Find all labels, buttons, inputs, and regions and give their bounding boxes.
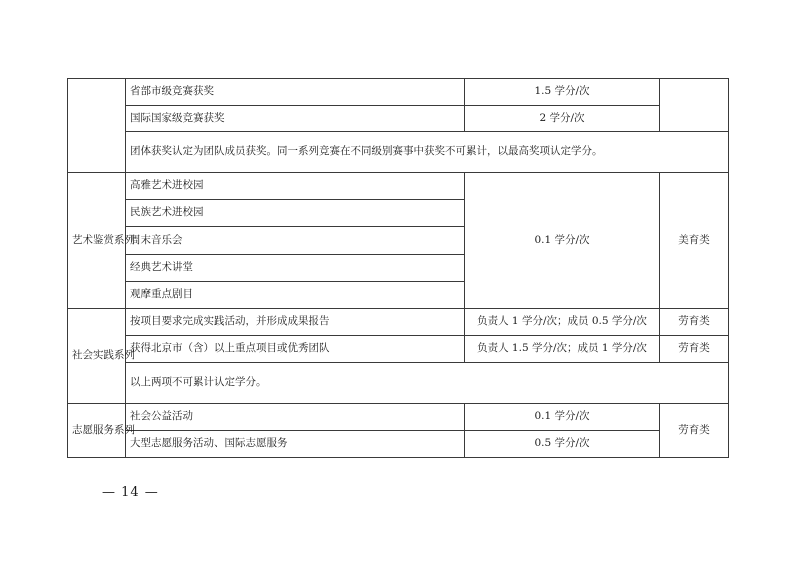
item-cell: 国际国家级竞赛获奖 [126, 106, 465, 132]
item-cell: 社会公益活动 [126, 404, 465, 431]
type-cell: 劳育类 [660, 309, 729, 336]
credit-cell: 负责人 1.5 学分/次；成员 1 学分/次 [465, 336, 660, 363]
item-cell: 高雅艺术进校园 [126, 173, 465, 200]
type-cell: 劳育类 [660, 404, 729, 458]
note-cell: 团体获奖认定为团队成员获奖。同一系列竞赛在不同级别赛事中获奖不可累计，以最高奖项认定学分。 [126, 132, 729, 173]
item-cell: 周末音乐会 [126, 227, 465, 255]
item-cell: 按项目要求完成实践活动，并形成成果报告 [126, 309, 465, 336]
series-cell: 社会实践系列 [68, 309, 126, 404]
series-cell-empty [68, 79, 126, 173]
table-row [68, 132, 729, 173]
type-cell-empty [660, 79, 729, 132]
note-cell: 以上两项不可累计认定学分。 [126, 363, 729, 404]
credit-table [67, 78, 729, 458]
item-cell: 经典艺术讲堂 [126, 255, 465, 282]
item-cell: 获得北京市（含）以上重点项目或优秀团队 [126, 336, 465, 363]
table-row [68, 173, 729, 200]
table-row [68, 431, 729, 458]
item-cell: 观摩重点剧目 [126, 282, 465, 309]
credit-cell: 负责人 1 学分/次；成员 0.5 学分/次 [465, 309, 660, 336]
series-cell: 艺术鉴赏系列 [68, 173, 126, 309]
table-row [68, 336, 729, 363]
credit-cell: 0.1 学分/次 [465, 404, 660, 431]
table-row [68, 363, 729, 404]
table-row [68, 404, 729, 431]
table-row [68, 106, 729, 132]
credit-cell: 2 学分/次 [465, 106, 660, 132]
credit-cell: 1.5 学分/次 [465, 79, 660, 106]
credit-cell: 0.5 学分/次 [465, 431, 660, 458]
item-cell: 民族艺术进校园 [126, 200, 465, 227]
type-cell: 劳育类 [660, 336, 729, 363]
table-row [68, 79, 729, 106]
item-cell: 省部市级竞赛获奖 [126, 79, 465, 106]
table-row [68, 309, 729, 336]
type-cell: 美育类 [660, 173, 729, 309]
item-cell: 大型志愿服务活动、国际志愿服务 [126, 431, 465, 458]
page-number: — 14 — [102, 485, 159, 500]
credit-cell: 0.1 学分/次 [465, 173, 660, 309]
series-cell: 志愿服务系列 [68, 404, 126, 458]
